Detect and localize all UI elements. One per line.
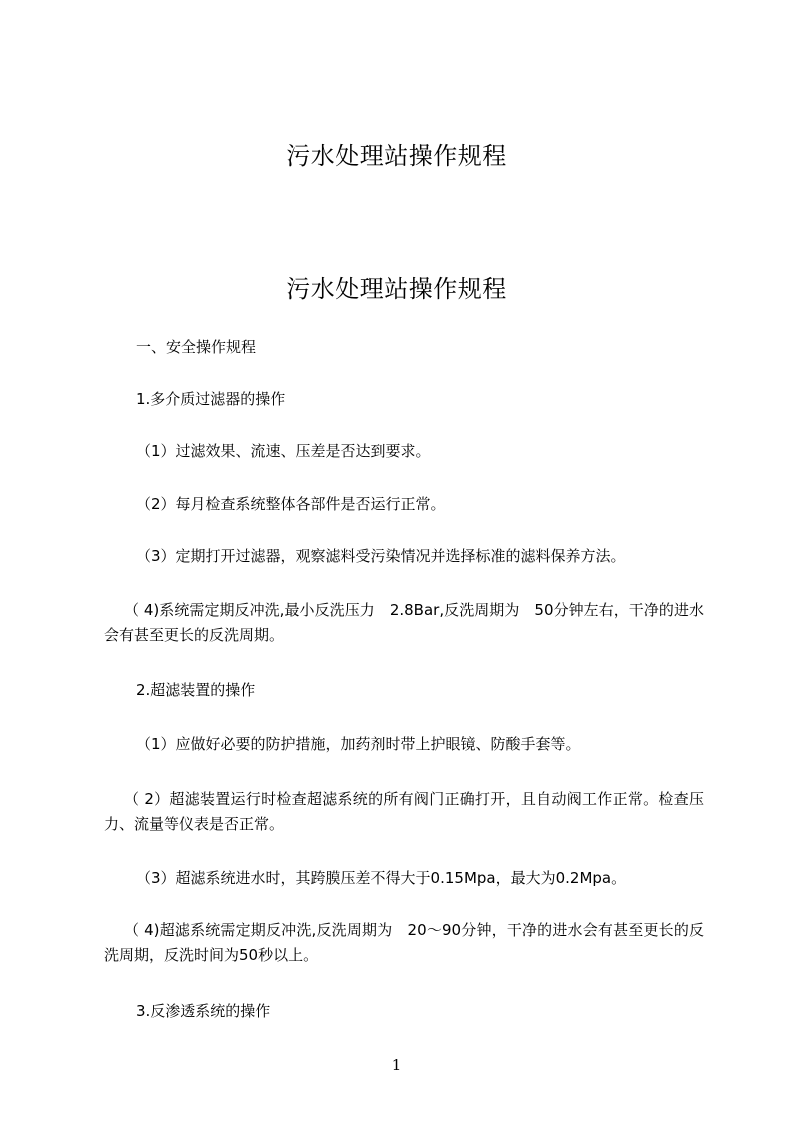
subsection-heading-reverse-osmosis: 3.反渗透系统的操作: [136, 1002, 271, 1020]
list-item: （ 2）超滤装置运行时检查超滤系统的所有阀门正确打开，且自动阀工作正常。检查压力、流量等仪表是否正常。: [104, 790, 704, 833]
subsection-heading-multimedia-filter: 1.多介质过滤器的操作: [136, 390, 286, 408]
list-item: （3）超滤系统进水时，其跨膜压差不得大于0.15Mpa，最大为0.2Mpa。: [136, 869, 627, 887]
subsection-heading-ultrafiltration: 2.超滤装置的操作: [136, 681, 256, 699]
page-number: 1: [391, 1056, 402, 1074]
list-item: （1）应做好必要的防护措施，加药剂时带上护眼镜、防酸手套等。: [136, 735, 581, 753]
list-item: （2）每月检查系统整体各部件是否运行正常。: [136, 495, 446, 513]
list-item: （ 4)超滤系统需定期反冲洗,反洗周期为 20～90分钟，干净的进水会有甚至更长的反洗周期，反洗时间为50秒以上。: [104, 921, 704, 964]
section-heading-safety: 一、安全操作规程: [136, 338, 257, 356]
document-title-main: 污水处理站操作规程: [286, 275, 507, 303]
list-item: （ 4)系统需定期反冲洗,最小反洗压力 2.8Bar,反洗周期为 50分钟左右，干净的进水会有甚至更长的反洗周期。: [104, 601, 704, 644]
list-item: （3）定期打开过滤器，观察滤料受污染情况并选择标准的滤料保养方法。: [136, 547, 626, 565]
list-item: （1）过滤效果、流速、压差是否达到要求。: [136, 442, 431, 460]
document-title-top: 污水处理站操作规程: [286, 142, 507, 170]
